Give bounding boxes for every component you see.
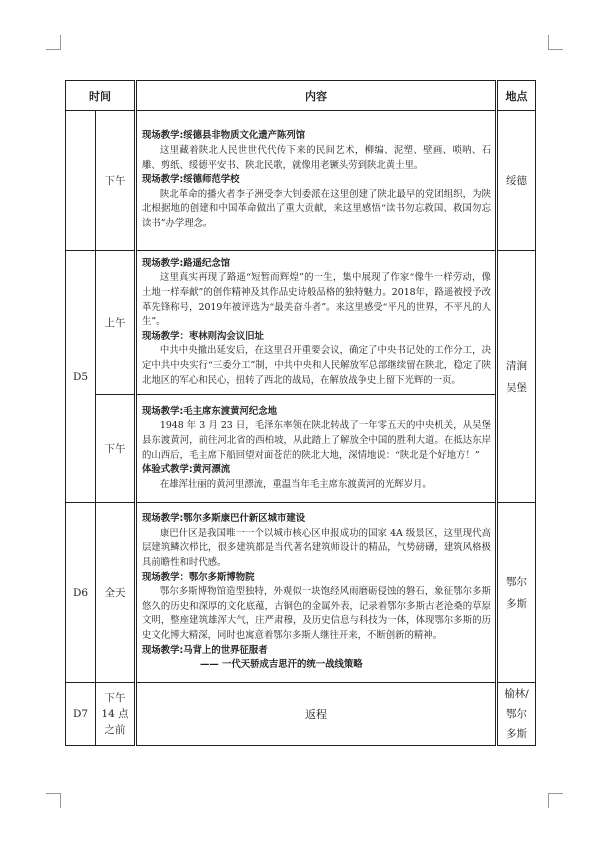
place-cell <box>497 503 536 683</box>
block-text: 康巴什区是我国唯一一个以城市核心区申报成功的国家 4A 级景区，这里现代高层建筑鳞次栉比，很多建筑都是当代著名建筑师设计的精品，气势磅礴，建筑风格极具前瞻性和时代感。 <box>142 527 491 569</box>
block-title: 现场教学:路遥纪念馆 <box>142 257 231 269</box>
day-cell: D5 <box>66 251 96 503</box>
content-cell <box>136 111 497 251</box>
place-line: 多斯 <box>506 597 527 610</box>
block-text: 中共中央撤出延安后，在这里召开重要会议，确定了中央书记处的工作分工，决定中共中央实行“三委分工”制，中共中央和人民解放军总部继续留在陕北，稳定了陕北地区的军心和民心，扭转了西北的战局，在解放战争史上留下光辉的一页。 <box>142 345 491 386</box>
itinerary-table <box>65 80 536 746</box>
place-cell <box>497 251 536 503</box>
time-cell: 全天 <box>96 503 136 683</box>
header-content: 内容 <box>136 81 497 111</box>
time-line: 之前 <box>104 724 126 736</box>
table-row <box>66 683 536 746</box>
block-text: 在雄浑壮丽的黄河里漂流，重温当年毛主席东渡黄河的光辉岁月。 <box>159 478 432 490</box>
table-row <box>66 251 536 395</box>
block-title: 现场教学:马背上的世界征服者 <box>142 644 268 656</box>
time-cell: 下午 <box>96 111 136 251</box>
block-text: 鄂尔多斯博物馆造型独特，外观似一块饱经风雨磨砺侵蚀的磐石，象征鄂尔多斯悠久的历史和深厚的文化底蕴，古铜色的金属外表，记录着鄂尔多斯古老沧桑的草原文明，整座建筑雄浑大气，庄严肃穆，及历史信息与科技为一体，体现鄂尔多斯的历史文化博大精深，同时也寓意着鄂尔多斯人继往开来，不断创新的精神。 <box>142 586 491 641</box>
block-text: 这里藏着陕北人民世世代代传下来的民间艺术，柳编、泥塑、壁画、唢呐、石雕、剪纸、绥德平安书、陕北民歌，就像用老镢头劳到陕北黄土里。 <box>142 145 491 171</box>
place-line: 榆林/ <box>504 688 529 700</box>
block-text: 这里真实再现了路遥“短暂而辉煌”的一生，集中展现了作家“像牛一样劳动，像土地一样奉献”的创作精神及其作品史诗般品格的独特魅力。2018年，路遥被授予改革先锋称号，2019年被评选为“最美奋斗者”。来这里感受“平凡的世界，不平凡的人生”。 <box>142 272 491 328</box>
block-title: 现场教学:鄂尔多斯康巴什新区城市建设 <box>142 513 306 525</box>
table-row <box>66 395 536 503</box>
place-line: 多斯 <box>506 728 527 740</box>
crop-mark-top-right <box>548 35 563 50</box>
block-text: 1948 年 3 月 23 日，毛泽东率领在陕北转战了一年零五天的中央机关，从吴堡县东渡黄河，前往河北省的西柏坡，从此踏上了解放全中国的胜利大道。在抵达东岸的山西后，毛主席下船回望对面苍茫的陕北大地，深情地说：“陕北是个好地方！” <box>142 420 491 461</box>
time-cell <box>96 683 136 746</box>
table-header-row <box>66 81 536 111</box>
place-cell <box>497 683 536 746</box>
time-cell: 上午 <box>96 251 136 395</box>
day-cell: D7 <box>66 683 96 746</box>
block-title: 体验式教学:黄河漂流 <box>142 464 231 476</box>
block-text: 陕北革命的播火者李子洲受李大钊委派在这里创建了陕北最早的党团组织，为陕北根据地的创建和中国革命做出了重大贡献，来这里感悟“读书勿忘救国、救国勿忘读书”办学理念。 <box>142 188 491 229</box>
crop-mark-top-left <box>46 35 61 50</box>
crop-mark-bottom-right <box>548 793 563 808</box>
block-subtitle: —— 一代天骄成吉思汗的统一战线策略 <box>200 659 363 671</box>
place-line: 鄂尔 <box>506 575 527 588</box>
content-cell <box>136 251 497 395</box>
place-line: 清涧 <box>506 359 527 372</box>
crop-mark-bottom-left <box>46 793 61 808</box>
header-place: 地点 <box>497 81 536 111</box>
content-cell <box>136 503 497 683</box>
time-cell: 下午 <box>96 395 136 503</box>
content-cell <box>136 395 497 503</box>
block-title: 现场教学：鄂尔多斯博物院 <box>142 571 255 583</box>
block-title: 现场教学:绥德县非物质文化遗产陈列馆 <box>142 130 306 142</box>
day-cell-empty <box>66 111 96 251</box>
block-title: 现场教学:绥德师范学校 <box>142 174 240 186</box>
block-title: 现场教学:毛主席东渡黄河纪念地 <box>142 405 278 417</box>
time-line: 14 点 <box>101 708 129 720</box>
block-title: 现场教学：枣林则沟会议旧址 <box>142 330 264 342</box>
header-time: 时间 <box>66 81 136 111</box>
day-cell: D6 <box>66 503 96 683</box>
table-row <box>66 111 536 251</box>
time-line: 下午 <box>104 692 126 704</box>
table-row <box>66 503 536 683</box>
place-line: 吴堡 <box>506 381 527 394</box>
place-cell: 绥德 <box>497 111 536 251</box>
content-cell: 返程 <box>136 683 497 746</box>
place-line: 鄂尔 <box>506 708 527 720</box>
